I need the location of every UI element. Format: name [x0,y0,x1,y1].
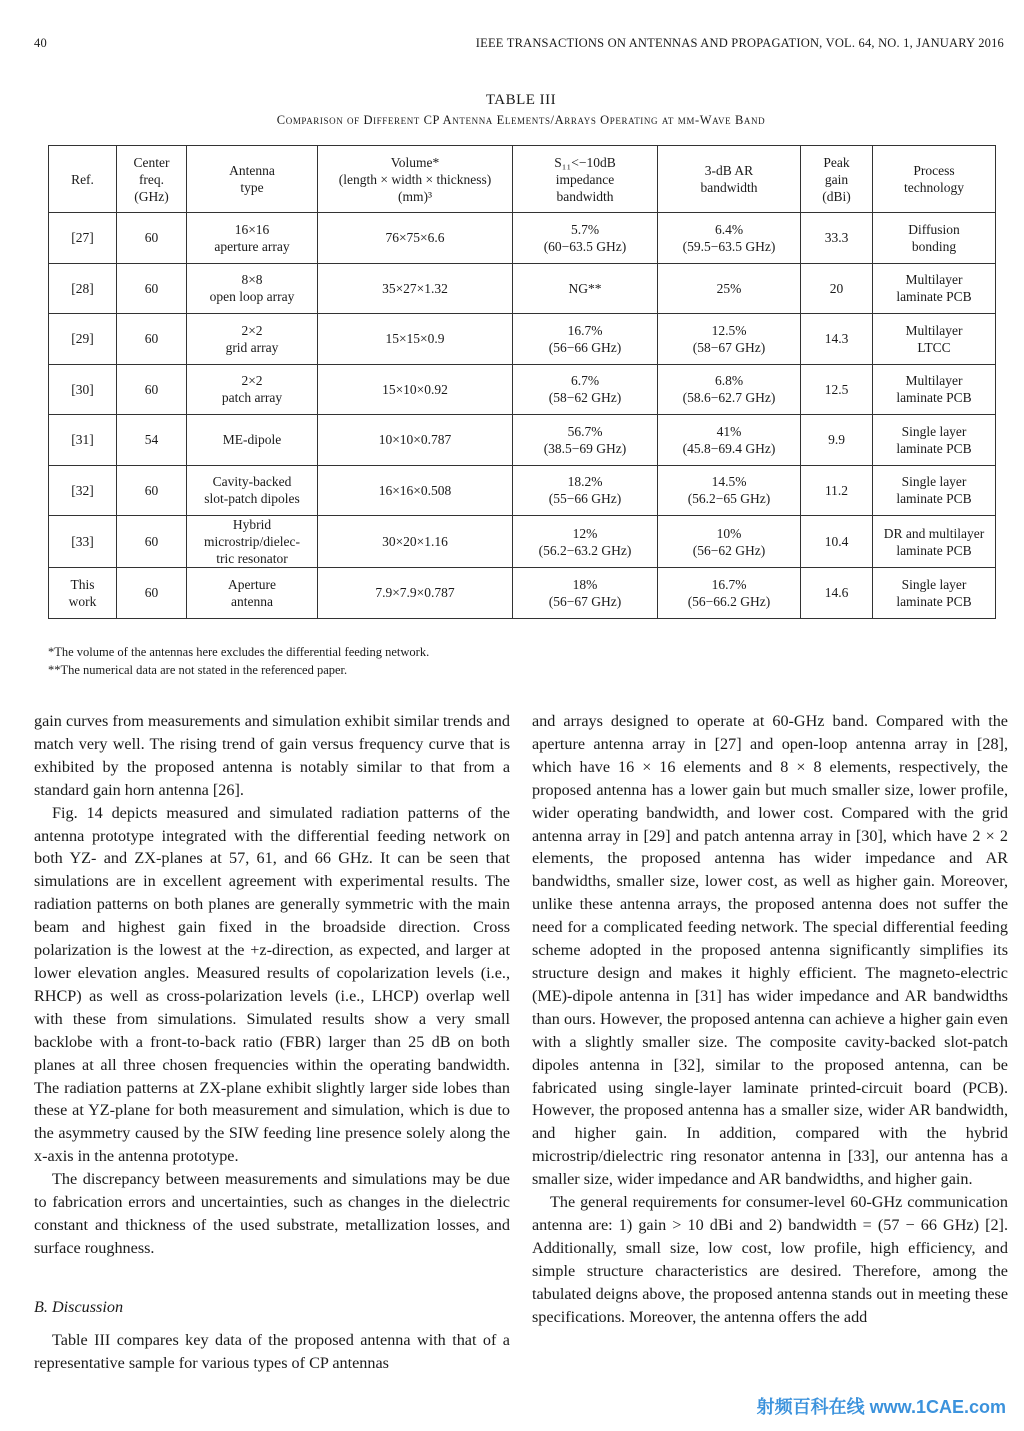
table-cell [187,415,318,466]
table-row [49,263,996,314]
journal-running-title: IEEE TRANSACTIONS ON ANTENNAS AND PROPAGATION, VOL. 64, NO. 1, JANUARY 2016 [475,36,1004,50]
cell-text: 12.5% [711,322,747,338]
cell-text: 15×10×0.92 [382,381,448,397]
table-cell [117,263,187,314]
cell-text: Multilayer [905,272,963,288]
table-cell [513,263,658,314]
cell-text: bandwidth [700,180,758,195]
table-cell [187,263,318,314]
table-body [49,213,996,619]
table-cell [318,415,513,466]
cell-text: Process [913,163,955,178]
paragraph: The discrepancy between measurements and simulations may be due to fabrication errors and uncertainties, such as changes in the dielectric constant and thickness of the used substrate, metallization losses, and surface roughness. [34,1170,510,1257]
cell-text: 12.5 [824,381,849,397]
table-cell [318,516,513,568]
cell-text: This [70,576,95,592]
cell-text: 18% [572,576,598,592]
cell-text: Multilayer [905,373,963,389]
cell-text: type [240,180,264,195]
table-cell [187,568,318,619]
cell-text: 15×15×0.9 [385,331,445,347]
paragraph: and arrays designed to operate at 60-GHz band. Compared with the aperture antenna array in [27] and open-loop antenna array in [28], which have 16 × 16 elements and 8 × 8 elements, respectively, the proposed antenna has a lower gain but much smaller size, lower profile, wider operating bandwidth, and lower cost. Compared with the grid antenna array in [29] and patch antenna array in [30], which have 2 × 2 elements, the proposed antenna has wider impedance and AR bandwidths, smaller size, lower cost, as well as higher gain. Moreover, unlike these antenna arrays, the proposed antenna does not suffer the need for a complicated feeding network. The special differential feeding scheme adopted in the proposed antenna significantly simplifies its structure design and makes it highly efficient. The magneto-electric (ME)-dipole antenna in [31] has wider impedance and AR bandwidths than ours. However, the proposed antenna can achieve a higher gain even with a slightly smaller size. The composite cavity-backed slot-patch dipoles antenna in [32], similar to the proposed antenna, can be fabricated using single-layer laminate printed-circuit board (PCB). However, the proposed antenna has a smaller size, wider AR bandwidth, and higher gain. In addition, compared with the hybrid microstrip/dielectric ring resonator antenna in [33], our antenna has a smaller size, wider impedance and AR bandwidths, and higher gain. [532,712,1008,1189]
cell-text: (55−66 GHz) [548,491,622,507]
cell-text: (dBi) [822,188,851,204]
table-cell [318,465,513,516]
cell-text: 6.4% [714,221,744,237]
cell-text: Antenna [229,163,275,178]
table-row [49,415,996,466]
table-cell [801,263,873,314]
cell-text: laminate PCB [896,542,972,558]
cell-text: (56−62 GHz) [692,542,766,558]
column-header [318,146,513,213]
table-cell [873,568,996,619]
cell-text: 76×75×6.6 [385,230,445,246]
cell-text: (58−67 GHz) [692,339,766,355]
cell-text: (56.2−63.2 GHz) [538,542,632,558]
table-cell [187,314,318,365]
page-number: 40 [34,36,47,50]
table-cell [318,263,513,314]
cell-text: [33] [71,534,94,549]
table-cell [318,314,513,365]
cell-text: impedance [555,171,615,187]
cell-text: Hybrid [232,517,272,532]
cell-text: 33.3 [824,230,849,246]
cell-text: Peak [823,154,850,170]
cell-text: [30] [71,381,94,397]
cell-text: 54 [144,432,159,448]
cell-text: 3-dB AR [704,163,754,178]
table-cell [117,213,187,264]
table-cell [49,263,117,314]
right-column [532,710,1008,1328]
left-column [34,710,510,1374]
table-cell [658,314,801,365]
cell-text: aperture array [214,238,290,254]
table-cell [658,568,801,619]
cell-text: 6.7% [570,373,600,389]
table-cell [801,415,873,466]
cell-text: (mm)³ [397,188,433,204]
cell-text: ME-dipole [222,432,282,448]
column-header [873,146,996,213]
table-row [49,364,996,415]
cell-text: 2×2 [241,322,263,338]
table-cell [117,364,187,415]
cell-text: Multilayer [905,322,963,338]
table-cell [49,415,117,466]
cell-text: bonding [911,238,957,254]
cell-text: 30×20×1.16 [382,534,448,549]
table-cell [801,314,873,365]
cell-text: NG** [568,280,602,296]
cell-text: 6.8% [714,373,744,389]
table-cell [801,516,873,568]
cell-text: 8×8 [241,272,263,288]
cell-text: freq. [138,171,165,187]
table-footnote: *The volume of the antennas here excludes the differential feeding network. [48,645,430,659]
table-cell [513,516,658,568]
cell-text: tric resonator [216,551,288,566]
cell-text: antenna [231,593,273,609]
cell-text: 14.5% [711,474,747,490]
cell-text: 10.4 [824,534,849,549]
cell-text: bandwidth [556,188,614,204]
table-cell [49,213,117,264]
cell-text: 60 [144,280,159,296]
table-header-row [49,146,996,213]
table-cell [117,415,187,466]
cell-text: (56−66.2 GHz) [687,593,771,609]
table-cell [49,516,117,568]
table-row [49,568,996,619]
cell-text: Single layer [901,474,967,490]
cell-text: (59.5−63.5 GHz) [682,238,776,254]
table-cell [873,314,996,365]
table-cell [658,516,801,568]
cell-text: [32] [71,482,94,498]
table-cell [513,465,658,516]
cell-text: (45.8−69.4 GHz) [682,440,776,456]
table-cell [873,213,996,264]
table-cell [49,314,117,365]
cell-text: laminate PCB [896,491,972,507]
cell-text: Center [133,154,170,170]
table-cell [318,364,513,415]
cell-text: Diffusion [908,221,960,237]
cell-text: laminate PCB [896,440,972,456]
table-cell [117,516,187,568]
cell-text: 16.7% [711,576,747,592]
cell-text: S₁₁<−10dB [554,154,616,170]
table-head [49,146,996,213]
table-label: TABLE III [485,92,557,108]
table-cell [49,568,117,619]
table-cell [658,465,801,516]
table-cell [801,213,873,264]
table-cell [873,364,996,415]
cell-text: (38.5−69 GHz) [543,440,627,456]
table-cell [873,465,996,516]
cell-text: (56−66 GHz) [548,339,622,355]
table-cell [117,314,187,365]
cell-text: 60 [144,381,159,397]
table-cell [117,568,187,619]
table-cell [513,213,658,264]
cell-text: Volume* [390,154,440,170]
cell-text: 16×16 [234,221,270,237]
cell-text: work [68,593,97,609]
table-cell [318,568,513,619]
cell-text: microstrip/dielec- [204,534,300,549]
cell-text: 7.9×7.9×0.787 [375,585,455,601]
cell-text: [29] [71,331,94,347]
cell-text: patch array [221,390,283,406]
table-row [49,314,996,365]
column-header [513,146,658,213]
cell-text: 10×10×0.787 [378,432,452,448]
table-cell [658,364,801,415]
cell-text: open loop array [209,289,295,305]
table-cell [513,314,658,365]
cell-text: 16.7% [567,322,603,338]
cell-text: grid array [225,339,279,355]
table-cell [513,568,658,619]
cell-text: (56.2−65 GHz) [687,491,771,507]
column-header [117,146,187,213]
watermark-logo: 射频百科在线 www.1CAE.com [753,1393,1010,1419]
section-heading: B. Discussion [34,1297,124,1316]
paragraph: Fig. 14 depicts measured and simulated radiation patterns of the antenna prototype integrated with the differential feeding network on both YZ- and ZX-planes at 57, 61, and 66 GHz. It can be seen that simulations are in excellent agreement with experimental results. The radiation patterns on both planes are generally symmetric with the main beam and highest gain fixed in the broadside direction. Cross polarization is the lowest at the +z-direction, as expected, and larger at lower elevation angles. Measured results of copolarization levels (i.e., RHCP) as well as cross-polarization levels (i.e., LHCP) overlap well with these from simulations. Simulated results show a very small backlobe with a front-to-back ratio (FBR) larger than 25 dB on both planes at all three chosen frequencies within the operating bandwidth. The radiation patterns at ZX-plane exhibit slightly larger side lobes than these at YZ-plane for both measurement and simulation, which is due to the asymmetry caused by the SIW feeding line presence solely along the x-axis in the antenna prototype. [34,803,510,1166]
cell-text: [27] [71,230,94,246]
cell-text: (60−63.5 GHz) [543,238,627,254]
cell-text: Cavity-backed [212,474,292,490]
cell-text: 25% [716,280,742,296]
table-cell [117,465,187,516]
table-cell [801,568,873,619]
table-cell [873,516,996,568]
table-cell [513,415,658,466]
cell-text: 41% [716,423,742,439]
cell-text: 9.9 [828,432,845,448]
cell-text: [28] [71,280,94,296]
cell-text: 60 [144,482,159,498]
cell-text: 2×2 [241,373,263,389]
table-cell [658,213,801,264]
table-cell [187,364,318,415]
table-cell [187,465,318,516]
cell-text: 56.7% [567,423,603,439]
table-cell [318,213,513,264]
cell-text: 10% [716,525,742,541]
cell-text: laminate PCB [896,390,972,406]
cell-text: technology [904,180,964,195]
cell-text: gain [824,171,849,187]
cell-text: 60 [144,331,159,347]
cell-text: DR and multilayer [883,525,985,541]
cell-text: Aperture [228,576,276,592]
cell-text: 18.2% [567,474,603,490]
cell-text: Single layer [901,576,967,592]
cell-text: 60 [144,585,159,601]
cell-text: (GHz) [134,188,169,204]
cell-text: 60 [144,230,159,246]
cell-text: 14.3 [824,331,849,347]
table-row [49,516,996,568]
column-header [801,146,873,213]
table-cell [873,415,996,466]
cell-text: 12% [572,525,598,541]
cell-text: 60 [144,534,159,549]
table-cell [513,364,658,415]
comparison-table [48,145,996,619]
cell-text: (58.6−62.7 GHz) [682,390,776,406]
cell-text: (56−67 GHz) [548,593,622,609]
cell-text: laminate PCB [896,289,972,305]
table-cell [801,364,873,415]
table-cell [658,263,801,314]
cell-text: laminate PCB [896,593,972,609]
paragraph: The general requirements for consumer-level 60-GHz communication antenna are: 1) gain > 10 dBi and 2) bandwidth = (57 − 66 GHz) [2]. Additionally, small size, low cost, low profile, high efficiency, and simple structure characteristics are desired. Therefore, among the tabulated deigns above, the proposed antenna stands out in meeting these specifications. Moreover, the antenna offers the add [532,1193,1008,1326]
cell-text: Ref. [71,171,94,187]
table-cell [49,465,117,516]
paragraph: Table III compares key data of the proposed antenna with that of a representative sample for various types of CP antennas [34,1330,510,1372]
table-footnote: **The numerical data are not stated in the referenced paper. [48,663,348,677]
column-header [49,146,117,213]
table-cell [187,516,318,568]
table-cell [801,465,873,516]
column-header [187,146,318,213]
table-cell [658,415,801,466]
cell-text: (58−62 GHz) [548,390,622,406]
cell-text: [31] [71,432,94,448]
paragraph: gain curves from measurements and simulation exhibit similar trends and match very well. The rising trend of gain versus frequency curve that is exhibited by the proposed antenna is notably similar to that from a standard gain horn antenna [26]. [34,712,510,799]
cell-text: 20 [829,280,844,296]
cell-text: LTCC [917,339,951,355]
table-cell [49,364,117,415]
cell-text: 35×27×1.32 [382,280,448,296]
cell-text: 14.6 [824,585,849,601]
table-cell [873,263,996,314]
cell-text: (length × width × thickness) [338,171,492,187]
cell-text: 16×16×0.508 [378,482,452,498]
table-row [49,213,996,264]
table-caption: Comparison of Different CP Antenna Elements/Arrays Operating at mm-Wave Band [276,113,766,127]
cell-text: slot-patch dipoles [204,491,300,507]
cell-text: 11.2 [824,482,849,498]
table-cell [187,213,318,264]
table-row [49,465,996,516]
column-header [658,146,801,213]
cell-text: Single layer [901,423,967,439]
cell-text: 5.7% [570,221,600,237]
